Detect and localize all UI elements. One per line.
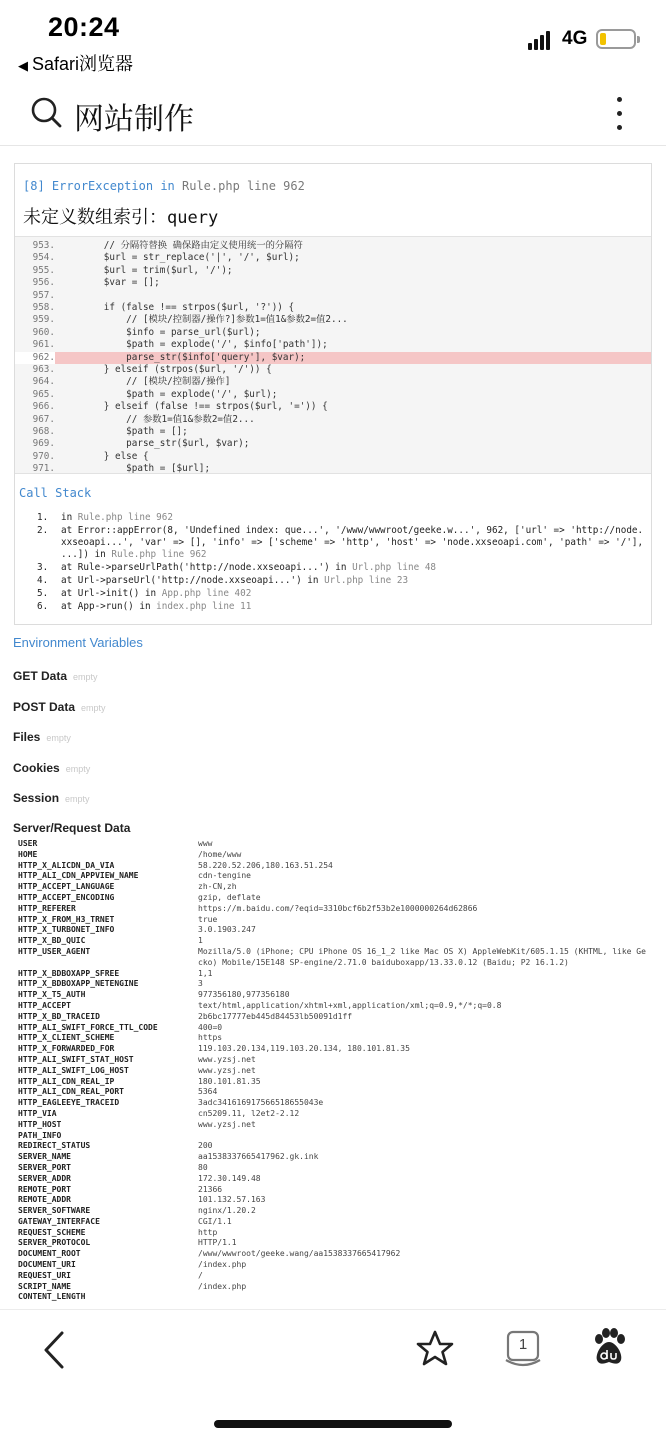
server-data-row <box>18 1292 648 1303</box>
line-number: 970. <box>32 450 55 462</box>
back-app-label: Safari浏览器 <box>32 54 134 74</box>
server-data-key: SERVER_NAME <box>18 1152 71 1162</box>
line-number: 956. <box>32 277 55 289</box>
server-data-key: REQUEST_URI <box>18 1270 71 1280</box>
server-data-row <box>18 1206 648 1217</box>
server-data-key: HTTP_ALI_CDN_APPVIEW_NAME <box>18 871 139 881</box>
server-data-value: text/html,application/xhtml+xml,application/xml;q=0.9,*/*;q=0.8 <box>198 1000 502 1010</box>
network-type: 4G <box>562 28 588 49</box>
server-data-value: www.yzsj.net <box>198 1065 256 1075</box>
server-data-key: HTTP_ACCEPT_LANGUAGE <box>18 882 115 892</box>
server-data-key: HTTP_X_CLIENT_SCHEME <box>18 1033 115 1043</box>
server-data-row <box>18 1023 648 1034</box>
server-data-row <box>18 1077 648 1088</box>
source-line <box>15 389 651 401</box>
line-number: 954. <box>32 252 55 264</box>
battery-icon <box>596 29 636 49</box>
server-data-key: USER <box>18 839 38 848</box>
line-code: // [模块/控制器/操作?]参数1=值1&参数2=值2... <box>59 314 348 326</box>
line-number: 959. <box>32 314 55 326</box>
server-data-value: HTTP/1.1 <box>198 1238 237 1248</box>
server-request-title: Server/Request Data <box>13 821 131 835</box>
server-data-row <box>18 1238 648 1249</box>
call-stack-number: 4. <box>37 575 49 586</box>
call-stack-item <box>37 562 647 574</box>
server-data-key: HTTP_X_FORWARDED_FOR <box>18 1044 115 1054</box>
line-code: if (false !== strpos($url, '?')) { <box>59 302 295 313</box>
server-data-key: HTTP_X_T5_AUTH <box>18 990 86 1000</box>
server-data-row <box>18 850 648 861</box>
server-data-row <box>18 1033 648 1044</box>
server-data-key: HTTP_ALI_SWIFT_LOG_HOST <box>18 1065 129 1075</box>
server-data-key: HTTP_VIA <box>18 1108 57 1118</box>
cellular-signal-icon <box>528 30 554 50</box>
source-line <box>15 451 651 463</box>
tabs-button[interactable] <box>504 1330 542 1372</box>
source-line <box>15 426 651 438</box>
server-data-key: HTTP_ACCEPT <box>18 1000 71 1010</box>
server-data-key: REMOTE_PORT <box>18 1184 71 1194</box>
page-content <box>0 147 666 1309</box>
server-data-key: DOCUMENT_ROOT <box>18 1249 81 1259</box>
server-data-key: HTTP_ALI_SWIFT_FORCE_TTL_CODE <box>18 1022 158 1032</box>
source-line-highlighted <box>15 352 651 364</box>
server-data-value: www.yzsj.net <box>198 1119 256 1129</box>
line-number: 953. <box>32 240 55 251</box>
server-data-row <box>18 925 648 936</box>
line-code: $path = explode('/', $url); <box>59 388 278 400</box>
server-data-value: https <box>198 1033 223 1043</box>
line-number: 963. <box>32 364 55 375</box>
server-data-value: /home/www <box>198 849 242 859</box>
line-code: $var = []; <box>59 277 160 289</box>
tabs-count: 1 <box>518 1336 528 1353</box>
server-data-row <box>18 1055 648 1066</box>
server-data-key: HTTP_X_BDBOXAPP_SFREE <box>18 968 120 978</box>
server-data-value: 1 <box>198 936 203 946</box>
line-number: 961. <box>32 339 55 351</box>
server-data-value: nginx/1.20.2 <box>198 1206 256 1216</box>
server-data-key: DOCUMENT_URI <box>18 1260 76 1270</box>
exception-header <box>23 179 305 193</box>
baidu-paw-icon[interactable] <box>592 1328 626 1366</box>
source-line <box>15 252 651 264</box>
server-data-row <box>18 936 648 947</box>
line-number: 962. <box>15 352 55 364</box>
server-data-row <box>18 1152 648 1163</box>
server-data-row <box>18 1163 648 1174</box>
call-stack-item <box>37 575 647 587</box>
call-stack-text: at App->run() in <box>61 601 157 612</box>
env-section-label: Session <box>13 791 60 806</box>
server-data-value: CGI/1.1 <box>198 1216 232 1226</box>
call-stack-title: Call Stack <box>19 486 92 500</box>
server-data-value: 977356180,977356180 <box>198 990 290 1000</box>
server-data-value: https://m.baidu.com/?eqid=3310bcf6b2f53b2e1000000264d62866 <box>198 903 478 913</box>
server-data-value: gzip, deflate <box>198 892 261 902</box>
line-number: 958. <box>32 302 55 313</box>
source-line <box>15 401 651 413</box>
server-data-key: HTTP_ALI_SWIFT_STAT_HOST <box>18 1054 134 1064</box>
server-data-value: 101.132.57.163 <box>198 1195 266 1205</box>
source-line <box>15 438 651 450</box>
line-code: } elseif (strpos($url, '/')) { <box>59 364 272 375</box>
status-bar <box>0 0 666 78</box>
server-data-value: www <box>198 839 213 848</box>
server-data-value: 21366 <box>198 1184 223 1194</box>
server-data-value <box>198 1131 648 1142</box>
line-code: $path = []; <box>59 426 188 437</box>
env-section-label: POST Data <box>13 699 76 714</box>
line-code: // 参数1=值1&参数2=值2... <box>59 413 255 425</box>
server-data-row <box>18 1174 648 1185</box>
line-number: 965. <box>32 388 55 400</box>
server-data-row <box>18 839 648 850</box>
server-data-value: 200 <box>198 1141 213 1151</box>
server-data-key: REMOTE_ADDR <box>18 1195 71 1205</box>
server-data-row <box>18 915 648 926</box>
line-code: } elseif (false !== strpos($url, '=')) { <box>59 401 328 413</box>
exception-class-link[interactable]: ErrorException <box>51 179 154 193</box>
call-stack-number: 6. <box>37 601 49 612</box>
source-code-block <box>15 236 651 474</box>
search-query-text[interactable]: 网站制作 <box>74 103 194 136</box>
line-code: $url = trim($url, '/'); <box>59 264 233 276</box>
line-code: $path = [$url]; <box>59 463 211 475</box>
call-stack-number: 2. <box>37 525 49 536</box>
exception-panel <box>14 163 652 625</box>
server-data-key: SERVER_SOFTWARE <box>18 1206 91 1216</box>
env-section-empty: empty <box>73 672 98 682</box>
server-data-row <box>18 1087 648 1098</box>
server-data-key: HTTP_HOST <box>18 1119 62 1129</box>
call-stack-item <box>37 601 647 613</box>
server-data-row <box>18 979 648 990</box>
source-line <box>15 265 651 277</box>
server-data-value: zh-CN,zh <box>198 882 237 892</box>
source-line <box>15 290 651 302</box>
line-number: 957. <box>32 289 55 301</box>
server-data-key: HTTP_X_BD_TRACEID <box>18 1011 100 1021</box>
server-data-row <box>18 1001 648 1012</box>
back-chevron-icon[interactable] <box>38 1330 70 1370</box>
server-data-key: SERVER_PROTOCOL <box>18 1238 91 1248</box>
line-code: $info = parse_url($url); <box>59 326 261 338</box>
server-data-row <box>18 1217 648 1228</box>
server-data-value: www.yzsj.net <box>198 1054 256 1064</box>
line-code: $path = explode('/', $info['path']); <box>59 339 328 351</box>
server-data-row <box>18 1012 648 1023</box>
server-data-row <box>18 1195 648 1206</box>
call-stack-location: Rule.php line 962 <box>111 549 207 560</box>
call-stack-text: in <box>61 512 78 523</box>
server-data-value: true <box>198 914 218 924</box>
exception-in-word: in <box>160 179 175 193</box>
call-stack-number: 1. <box>37 512 49 523</box>
exception-message-key: query <box>167 208 219 228</box>
server-data-value: 80 <box>198 1162 208 1172</box>
call-stack-list <box>37 512 647 614</box>
server-data-row <box>18 990 648 1001</box>
server-data-value: 2b6bc17777eb445d84453lb50091d1ff <box>198 1011 353 1021</box>
server-data-key: HTTP_ALI_CDN_REAL_PORT <box>18 1087 124 1097</box>
server-data-row <box>18 871 648 882</box>
call-stack-text: at Error::appError(8, 'Undefined index: que...', '/www/wwwroot/geeke.w...', 962, ['url' => 'http://node.xxseoapi...', 'var' => [], 'info' => ['scheme' => 'http', 'host' => 'node.xxseoapi.com', 'path' => '/'], ...]) in <box>61 525 649 560</box>
server-data-row <box>18 1271 648 1282</box>
server-data-key: HTTP_X_BDBOXAPP_NETENGINE <box>18 979 139 989</box>
source-line <box>15 240 651 252</box>
server-data-value: 180.101.81.35 <box>198 1076 261 1086</box>
server-data-value: 1,1 <box>198 968 213 978</box>
source-line <box>15 376 651 388</box>
line-code: parse_str($url, $var); <box>59 438 250 450</box>
server-data-key: HTTP_X_TURBONET_INFO <box>18 925 115 935</box>
source-line <box>15 302 651 314</box>
source-line <box>15 314 651 326</box>
server-data-value: cdn-tengine <box>198 871 251 881</box>
source-line <box>15 277 651 289</box>
call-stack-number: 3. <box>37 562 49 573</box>
exception-message <box>23 203 218 229</box>
status-time: 20:24 <box>48 12 120 42</box>
server-data-key: GATEWAY_INTERFACE <box>18 1216 100 1226</box>
env-section-session <box>13 791 90 805</box>
call-stack-location: App.php line 402 <box>161 588 252 599</box>
line-code: $url = str_replace('|', '/', $url); <box>59 252 300 264</box>
line-code: // 分隔符替换 确保路由定义使用统一的分隔符 <box>59 240 303 251</box>
line-number: 967. <box>32 413 55 425</box>
line-number: 969. <box>32 438 55 450</box>
server-data-row <box>18 861 648 872</box>
back-to-app-link[interactable] <box>18 50 133 76</box>
server-data-key: HTTP_EAGLEEYE_TRACEID <box>18 1098 120 1108</box>
env-section-get-data <box>13 669 98 683</box>
environment-variables-title: Environment Variables <box>13 635 143 650</box>
line-number: 955. <box>32 264 55 276</box>
server-data-key: PATH_INFO <box>18 1130 62 1140</box>
server-data-key: HTTP_X_ALICDN_DA_VIA <box>18 860 115 870</box>
server-data-row <box>18 1260 648 1271</box>
env-section-cookies <box>13 761 90 775</box>
call-stack-item <box>37 512 647 524</box>
server-data-value: /index.php <box>198 1281 247 1291</box>
source-line <box>15 364 651 376</box>
server-data-key: HTTP_ALI_CDN_REAL_IP <box>18 1076 115 1086</box>
call-stack-location: index.php line 11 <box>156 601 252 612</box>
call-stack-text: at Rule->parseUrlPath('http://node.xxseoapi...') in <box>61 562 353 573</box>
server-data-key: HOME <box>18 849 38 859</box>
server-data-value: 3adc341616917566518655043e <box>198 1098 324 1108</box>
server-data-value: 172.30.149.48 <box>198 1173 261 1183</box>
call-stack-location: Url.php line 48 <box>352 562 437 573</box>
server-data-key: HTTP_ACCEPT_ENCODING <box>18 892 115 902</box>
favorite-star-icon[interactable] <box>416 1330 454 1368</box>
call-stack-location: Rule.php line 962 <box>77 512 173 523</box>
server-data-value: 5364 <box>198 1087 218 1097</box>
server-data-value: 119.103.20.134,119.103.20.134, 180.101.81.35 <box>198 1044 410 1054</box>
server-data-value: aa1538337665417962.gk.ink <box>198 1152 319 1162</box>
server-data-row <box>18 893 648 904</box>
server-data-key: CONTENT_LENGTH <box>18 1292 86 1302</box>
server-data-row <box>18 969 648 980</box>
server-data-row <box>18 1131 648 1142</box>
line-number: 960. <box>32 326 55 338</box>
server-data-row <box>18 1066 648 1077</box>
server-data-row <box>18 1249 648 1260</box>
env-section-empty: empty <box>46 733 71 744</box>
server-data-value: 3 <box>198 979 203 989</box>
server-data-row <box>18 1044 648 1055</box>
server-data-value: 58.220.52.206,180.163.51.254 <box>198 860 333 870</box>
search-icon[interactable] <box>30 96 62 128</box>
server-data-value: /www/wwwroot/geeke.wang/aa1538337665417962 <box>198 1249 401 1259</box>
exception-message-prefix: 未定义数组索引： <box>23 207 167 227</box>
env-section-label: Cookies <box>13 760 60 775</box>
server-data-row <box>18 1185 648 1196</box>
server-data-row <box>18 1282 648 1293</box>
server-data-row <box>18 947 648 969</box>
source-line <box>15 339 651 351</box>
call-stack-text: at Url->parseUrl('http://node.xxseoapi...') in <box>61 575 325 586</box>
server-data-row <box>18 1228 648 1239</box>
env-section-label: Files <box>13 730 41 745</box>
exception-code: [8] <box>23 179 45 193</box>
server-data-key: REQUEST_SCHEME <box>18 1227 86 1237</box>
server-data-value: 400=0 <box>198 1022 223 1032</box>
server-data-key: HTTP_X_FROM_H3_TRNET <box>18 914 115 924</box>
env-section-files <box>13 730 71 744</box>
line-number: 971. <box>32 463 55 475</box>
server-data-key: HTTP_X_BD_QUIC <box>18 936 86 946</box>
server-data-value: /index.php <box>198 1260 247 1270</box>
server-data-value <box>198 1292 648 1303</box>
server-data-key: REDIRECT_STATUS <box>18 1141 91 1151</box>
server-data-key: SCRIPT_NAME <box>18 1281 71 1291</box>
home-indicator[interactable] <box>214 1420 452 1428</box>
source-line <box>15 414 651 426</box>
server-data-key: HTTP_USER_AGENT <box>18 946 91 956</box>
call-stack-location: Url.php line 23 <box>324 575 409 586</box>
server-data-value: / <box>198 1270 203 1280</box>
server-data-row <box>18 1109 648 1120</box>
exception-location: Rule.php line 962 <box>182 179 305 193</box>
line-number: 968. <box>32 426 55 437</box>
server-data-row <box>18 1098 648 1109</box>
server-request-table <box>18 839 648 1303</box>
line-number: 964. <box>32 376 55 388</box>
call-stack-item <box>37 588 647 600</box>
more-options-icon[interactable] <box>610 94 630 134</box>
env-section-post-data <box>13 700 106 714</box>
env-section-empty: empty <box>65 794 90 805</box>
line-code: // [模块/控制器/操作] <box>59 376 231 388</box>
server-data-value: cn5209.11, l2et2-2.12 <box>198 1108 300 1118</box>
env-section-empty: empty <box>81 702 106 713</box>
source-line <box>15 327 651 339</box>
server-data-value: http <box>198 1227 218 1237</box>
back-triangle-icon: ◀ <box>18 58 28 73</box>
server-data-row <box>18 882 648 893</box>
env-section-label: GET Data <box>13 669 68 683</box>
call-stack-number: 5. <box>37 588 49 599</box>
line-code: } else { <box>59 450 149 462</box>
server-data-row <box>18 1120 648 1131</box>
env-section-empty: empty <box>65 763 91 774</box>
server-data-key: HTTP_REFERER <box>18 903 76 913</box>
server-data-row <box>18 1141 648 1152</box>
line-code: parse_str($info['query'], $var); <box>59 351 306 363</box>
server-data-key: SERVER_ADDR <box>18 1173 71 1183</box>
server-data-key: SERVER_PORT <box>18 1162 71 1172</box>
call-stack-text: at Url->init() in <box>61 588 162 599</box>
source-line <box>15 463 651 475</box>
call-stack-item <box>37 525 647 561</box>
server-data-row <box>18 904 648 915</box>
server-data-value: Mozilla/5.0 (iPhone; CPU iPhone OS 16_1_2 like Mac OS X) AppleWebKit/605.1.15 (KHTML, like Gecko) Mobile/15E148 SP-engine/2.71.0 baiduboxapp/13.33.0.12 (Baidu; P2 16.1.2) <box>198 946 646 967</box>
search-header <box>0 80 666 146</box>
line-number: 966. <box>32 401 55 413</box>
server-data-value: 3.0.1903.247 <box>198 925 256 935</box>
